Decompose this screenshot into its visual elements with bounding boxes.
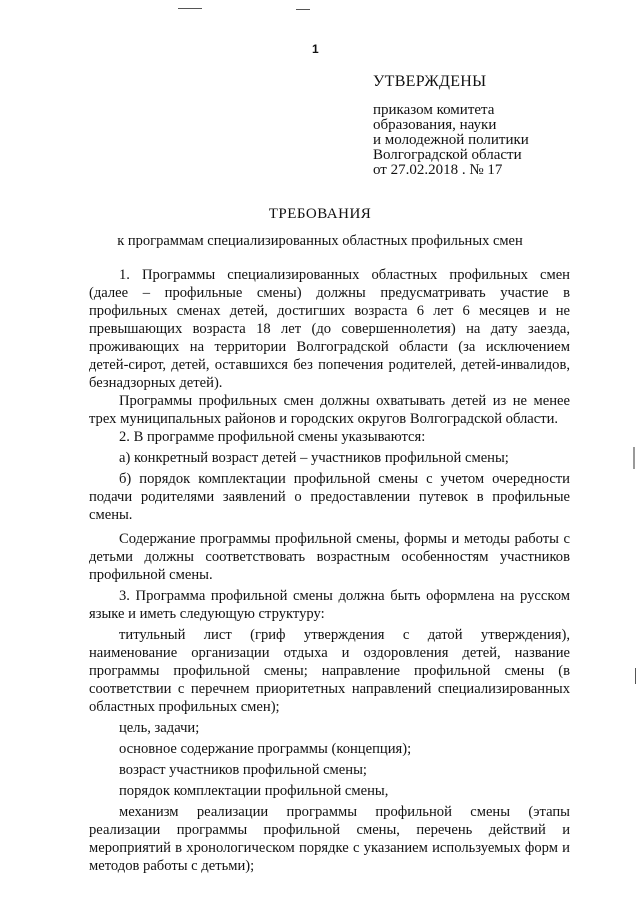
page-number: 1 [312,42,319,56]
approval-line: и молодежной политики [373,132,529,148]
scan-mark-right-1 [633,447,635,469]
list-item: механизм реализации программы профильной смены (этапы реализации программы профильной смены, перечень действий и мероприятий в хронологическом порядке с указанием используемых форм и методов работы с детьми); [89,804,570,874]
document-body [89,266,570,875]
document-subtitle: к программам специализированных областных профильных смен [117,233,523,249]
scan-mark-right-2 [635,668,636,684]
scan-mark-top-left [178,8,202,9]
paragraph: Содержание программы профильной смены, формы и методы работы с детьми должны соответствовать возрастным особенностям участников профильной смены. [89,531,570,583]
paragraph: а) конкретный возраст детей – участников профильной смены; [119,450,509,466]
approval-block [373,74,613,178]
approval-line: приказом комитета [373,102,495,118]
paragraph: титульный лист (гриф утверждения с датой утверждения), наименование организации отдыха и оздоровления детей, название программы профильной смены; направление профильной смены (в соответствии с перечнем приоритетных направлений специализированных областных профильных смен); [89,627,570,715]
paragraph: 2. В программе профильной смены указываются: [119,429,426,445]
list-item: цель, задачи; [119,720,200,736]
approval-line: Волгоградской области [373,147,522,163]
approval-heading: УТВЕРЖДЕНЫ [373,73,487,90]
list-item: основное содержание программы (концепция); [119,741,412,757]
approval-line: образования, науки [373,117,497,133]
scan-mark-top-center [296,9,310,10]
approval-date-line: от 27.02.2018 . № 17 [373,162,503,178]
paragraph: Программы профильных смен должны охватывать детей из не менее трех муниципальных районов и городских округов Волгоградской области. [89,393,570,427]
list-item: порядок комплектации профильной смены, [119,783,389,799]
document-title: ТРЕБОВАНИЯ [268,206,372,222]
paragraph: 3. Программа профильной смены должна быть оформлена на русском языке и иметь следующую структуру: [89,588,570,622]
paragraph: б) порядок комплектации профильной смены с учетом очередности подачи родителями заявлений о предоставлении путевок в профильные смены. [89,471,570,523]
paragraph: 1. Программы специализированных областных профильных смен (далее – профильные смены) должны предусматривать участие в профильных сменах детей, достигших возраста 6 лет 6 месяцев и не превышающих возраста 18 лет (до совершеннолетия) на дату заезда, проживающих на территории Волгоградской области (за исключением детей-сирот, детей, оставшихся без попечения родителей, детей-инвалидов, безнадзорных детей). [89,267,570,391]
list-item: возраст участников профильной смены; [119,762,367,778]
